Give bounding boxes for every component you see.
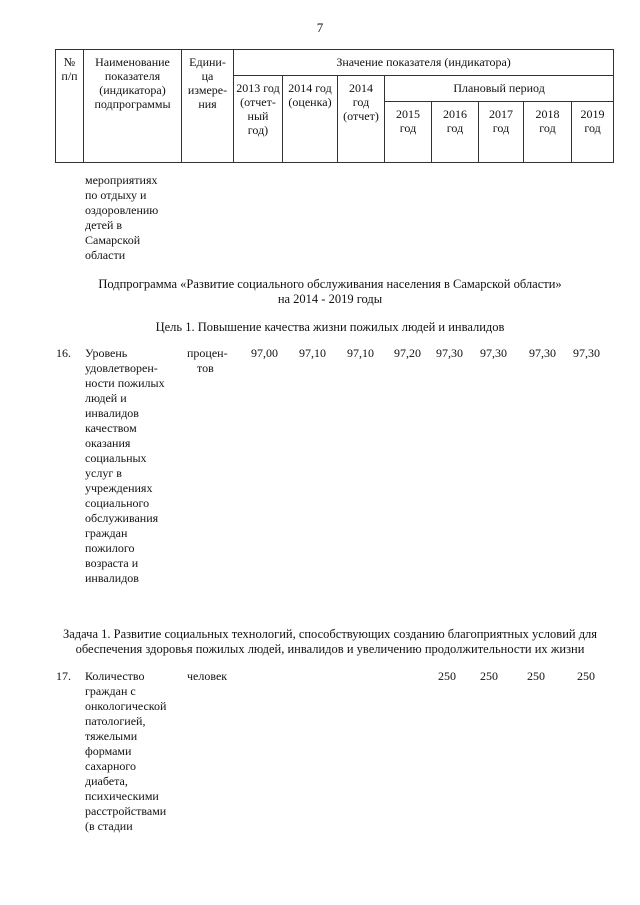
- name-line: патологией,: [85, 714, 146, 728]
- unit-line: тов: [197, 361, 214, 375]
- name-line: психическими: [85, 789, 159, 803]
- name-line: учреждениях: [85, 481, 153, 495]
- name-line: граждан: [85, 526, 128, 540]
- continued-line: детей в: [85, 218, 123, 232]
- name-line: социального: [85, 496, 150, 510]
- continued-line: Самарской: [85, 233, 141, 247]
- continued-line: области: [85, 248, 126, 262]
- continued-name-cell: [85, 173, 185, 263]
- name-line: возраста и: [85, 556, 139, 570]
- name-line: онкологической: [85, 699, 167, 713]
- name-line: диабета,: [85, 774, 128, 788]
- value-cell: 97,30: [480, 346, 507, 360]
- name-line: Уровень: [85, 346, 128, 360]
- value-cell: 250: [438, 669, 456, 683]
- planned-period-header: Плановый период: [385, 76, 614, 102]
- value-cell: 97,20: [394, 346, 421, 360]
- name-line: людей и: [85, 391, 127, 405]
- name-line: инвалидов: [85, 406, 139, 420]
- name-line: ности пожилых: [85, 376, 165, 390]
- value-cell: 250: [480, 669, 498, 683]
- col-2013-header: 2013 год (отчет-ный год): [234, 76, 283, 163]
- continued-line: по отдыху и: [85, 188, 147, 202]
- name-line: сахарного: [85, 759, 137, 773]
- unit-line: человек: [187, 669, 228, 683]
- value-cell: 97,30: [529, 346, 556, 360]
- name-line: пожилого: [85, 541, 135, 555]
- name-line: услуг в: [85, 466, 122, 480]
- row-number: 16.: [56, 346, 71, 360]
- value-cell: 97,10: [347, 346, 374, 360]
- name-line: обслуживания: [85, 511, 159, 525]
- indicator-name-cell: [85, 669, 185, 834]
- unit-cell: [187, 346, 239, 376]
- name-line: социальных: [85, 451, 147, 465]
- continued-line: мероприятиях: [85, 173, 158, 187]
- goal-heading: Цель 1. Повышение качества жизни пожилых людей и инвалидов: [155, 320, 505, 334]
- page-number: 7: [316, 20, 324, 35]
- col-2018-header: 2018 год: [524, 102, 572, 163]
- row-number: 17.: [56, 669, 71, 683]
- col-2017-header: 2017 год: [479, 102, 524, 163]
- col-2016-header: 2016 год: [432, 102, 479, 163]
- name-line: граждан с: [85, 684, 136, 698]
- unit-line: процен-: [187, 346, 228, 360]
- name-line: (в стадии: [85, 819, 133, 833]
- value-cell: 97,30: [573, 346, 600, 360]
- subprogram-title-line: Подпрограмма «Развитие социального обслуживания населения в Самарской области»: [98, 277, 562, 291]
- continued-line: оздоровлению: [85, 203, 159, 217]
- col-2019-header: 2019 год: [572, 102, 614, 163]
- task-heading-line: Задача 1. Развитие социальных технологий, способствующих созданию благоприятных условий для: [62, 627, 598, 641]
- name-line: оказания: [85, 436, 131, 450]
- name-line: формами: [85, 744, 132, 758]
- name-line: удовлетворен-: [85, 361, 158, 375]
- value-cell: 97,30: [436, 346, 463, 360]
- col-num-header: № п/п: [56, 50, 84, 163]
- col-2015-header: 2015 год: [385, 102, 432, 163]
- col-name-header: Наименование показателя (индикатора) подпрограммы: [84, 50, 182, 163]
- col-value-header: Значение показателя (индикатора): [234, 50, 614, 76]
- value-cell: 250: [577, 669, 595, 683]
- task-heading: [30, 627, 630, 657]
- unit-cell: [187, 669, 239, 684]
- name-line: инвалидов: [85, 571, 139, 585]
- value-cell: 97,10: [299, 346, 326, 360]
- value-cell: 97,00: [251, 346, 278, 360]
- table-header: [55, 49, 614, 163]
- name-line: расстройствами: [85, 804, 167, 818]
- name-line: качеством: [85, 421, 137, 435]
- col-2014-estimate-header: 2014 год (оценка): [283, 76, 338, 163]
- value-cell: 250: [527, 669, 545, 683]
- col-unit-header: Едини-ца измере-ния: [182, 50, 234, 163]
- name-line: Количество: [85, 669, 145, 683]
- col-2014-report-header: 2014 год (отчет): [338, 76, 385, 163]
- subprogram-title-line: на 2014 - 2019 годы: [277, 292, 383, 306]
- subprogram-title: [40, 277, 620, 307]
- task-heading-line: обеспечения здоровья пожилых людей, инвалидов и увеличению продолжительности их жизни: [75, 642, 585, 656]
- name-line: тяжелыми: [85, 729, 138, 743]
- indicator-name-cell: [85, 346, 185, 586]
